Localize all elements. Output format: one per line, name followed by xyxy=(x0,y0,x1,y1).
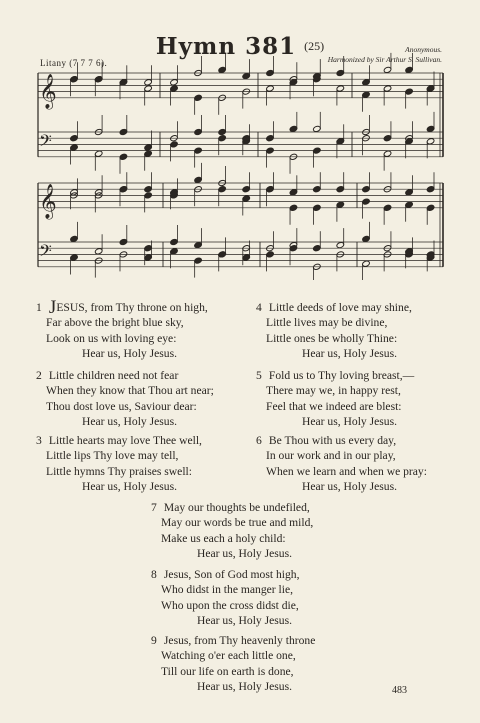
tune-meter: Litany (7 7 7 6). xyxy=(40,58,108,68)
note-head xyxy=(405,189,413,196)
note-head xyxy=(70,135,78,142)
verse-line: May our words be true and mild, xyxy=(161,516,314,530)
note-head xyxy=(336,69,344,76)
note-head xyxy=(70,144,78,151)
note-head xyxy=(94,150,102,157)
note-head xyxy=(405,201,413,208)
verse-3 xyxy=(36,433,202,494)
treble-clef-icon: 𝄞 xyxy=(39,73,57,109)
note-head xyxy=(313,245,321,252)
note-head xyxy=(242,195,250,202)
verse-line: Little lives may be divine, xyxy=(266,316,388,330)
note-head xyxy=(362,91,370,98)
note-head xyxy=(426,85,434,92)
note-head xyxy=(119,153,127,160)
hymn-label: Hymn 381 xyxy=(155,33,297,60)
note-head xyxy=(218,135,226,142)
note-head xyxy=(144,150,152,157)
note-head xyxy=(94,76,102,83)
note-head xyxy=(119,186,127,193)
note-head xyxy=(242,186,250,193)
note-head xyxy=(144,192,152,199)
note-head xyxy=(218,251,226,258)
verse-line: 4 Little deeds of love may shine, xyxy=(256,301,412,314)
verse-refrain: Hear us, Holy Jesus. xyxy=(197,613,292,627)
harmonizer: Harmonized by Sir Arthur S. Sullivan. xyxy=(327,55,442,64)
music-score xyxy=(0,0,480,280)
verse-line: 5 Fold us to Thy loving breast,— xyxy=(256,369,415,382)
verse-line: Feel that we indeed are blest: xyxy=(266,399,402,413)
verse-refrain: Hear us, Holy Jesus. xyxy=(302,414,397,428)
drop-cap: J xyxy=(48,297,57,318)
verse-refrain: Hear us, Holy Jesus. xyxy=(197,546,292,560)
note-head xyxy=(289,189,297,196)
note-head xyxy=(362,79,370,86)
note-head xyxy=(383,135,391,142)
note-head xyxy=(194,176,202,183)
verse-1 xyxy=(36,297,208,361)
note-head xyxy=(383,150,391,157)
verse-line: Who upon the cross didst die, xyxy=(161,598,299,612)
page-number: 483 xyxy=(392,685,407,696)
verse-1-line-1: ESUS, from Thy throne on high, xyxy=(56,301,208,314)
bass-clef-icon: 𝄢 xyxy=(39,240,52,265)
note-head xyxy=(119,79,127,86)
note-head xyxy=(383,66,391,73)
note-head xyxy=(313,204,321,211)
verse-line: Little ones be wholly Thine: xyxy=(266,331,398,345)
note-head xyxy=(426,138,434,145)
verse-line: Far above the bright blue sky, xyxy=(46,316,184,330)
verse-6 xyxy=(256,433,427,494)
note-head xyxy=(336,201,344,208)
note-head xyxy=(426,186,434,193)
note-head xyxy=(362,235,370,242)
note-head xyxy=(194,94,202,101)
hymn-number-paren: (25) xyxy=(304,39,325,53)
note-head xyxy=(144,186,152,193)
verse-line: There may we, in happy rest, xyxy=(266,384,401,398)
verse-refrain: Hear us, Holy Jesus. xyxy=(302,346,397,360)
note-head xyxy=(218,66,226,73)
note-head xyxy=(144,144,152,151)
verse-line: Who didst in the manger lie, xyxy=(161,583,294,597)
note-head xyxy=(362,186,370,193)
verse-line: 8 Jesus, Son of God most high, xyxy=(151,568,300,581)
note-head xyxy=(383,204,391,211)
note-head xyxy=(405,138,413,145)
note-head xyxy=(289,245,297,252)
note-head xyxy=(170,248,178,255)
note-head xyxy=(313,186,321,193)
note-head xyxy=(362,198,370,205)
note-head xyxy=(170,85,178,92)
verse-line: Look on us with loving eye: xyxy=(46,331,177,345)
note-head xyxy=(70,235,78,242)
note-head xyxy=(218,128,226,135)
note-head xyxy=(405,88,413,95)
note-head xyxy=(144,85,152,92)
note-head xyxy=(170,238,178,245)
verse-line: Little hymns Thy praises swell: xyxy=(46,464,192,478)
verse-refrain: Hear us, Holy Jesus. xyxy=(302,479,397,493)
verse-line: 3 Little hearts may love Thee well, xyxy=(36,434,202,447)
note-head xyxy=(194,257,202,264)
note-head xyxy=(194,128,202,135)
verse-line: 1 JESUS, from Thy throne on high, xyxy=(36,297,208,318)
verse-5 xyxy=(256,368,414,429)
author: Anonymous. xyxy=(405,45,442,54)
verse-line: In our work and in our play, xyxy=(266,449,396,463)
verse-line: 6 Be Thou with us every day, xyxy=(256,434,397,447)
note-head xyxy=(362,260,370,267)
verse-7 xyxy=(151,500,313,561)
verse-2 xyxy=(36,368,214,429)
verse-line: 7 May our thoughts be undefiled, xyxy=(151,501,310,514)
treble-clef-icon: 𝄞 xyxy=(39,183,57,219)
verse-line: When we learn and when we pray: xyxy=(266,464,427,478)
note-head xyxy=(266,186,274,193)
note-head xyxy=(313,147,321,154)
verse-refrain: Hear us, Holy Jesus. xyxy=(82,346,177,360)
note-head xyxy=(426,204,434,211)
note-head xyxy=(289,125,297,132)
note-head xyxy=(170,141,178,148)
note-head xyxy=(336,186,344,193)
verse-line: Make us each a holy child: xyxy=(161,531,286,545)
note-head xyxy=(144,254,152,261)
note-head xyxy=(313,125,321,132)
note-head xyxy=(242,73,250,80)
note-head xyxy=(336,138,344,145)
note-head xyxy=(242,254,250,261)
verse-refrain: Hear us, Holy Jesus. xyxy=(197,679,292,693)
verse-4 xyxy=(256,300,412,361)
note-head xyxy=(383,85,391,92)
note-head xyxy=(426,125,434,132)
note-head xyxy=(194,242,202,249)
note-head xyxy=(266,251,274,258)
verse-line: Watching o'er each little one, xyxy=(161,649,296,663)
verse-line: Little lips Thy love may tell, xyxy=(46,449,179,463)
note-head xyxy=(336,85,344,92)
note-head xyxy=(119,238,127,245)
note-head xyxy=(194,147,202,154)
verse-9 xyxy=(151,633,315,694)
note-head xyxy=(170,79,178,86)
bass-clef-icon: 𝄢 xyxy=(39,130,52,155)
note-head xyxy=(144,79,152,86)
note-head xyxy=(405,66,413,73)
note-head xyxy=(144,245,152,252)
note-head xyxy=(266,135,274,142)
note-head xyxy=(289,204,297,211)
verse-line: Thou dost love us, Saviour dear: xyxy=(46,399,197,413)
verse-line: When they know that Thou art near; xyxy=(46,384,214,398)
note-head xyxy=(266,69,274,76)
note-head xyxy=(218,186,226,193)
note-head xyxy=(266,85,274,92)
note-head xyxy=(94,248,102,255)
verse-8 xyxy=(151,567,300,628)
verse-refrain: Hear us, Holy Jesus. xyxy=(82,479,177,493)
verse-line: Till our life on earth is done, xyxy=(161,664,294,678)
verse-line: 2 Little children need not fear xyxy=(36,369,179,382)
verse-line: 9 Jesus, from Thy heavenly throne xyxy=(151,634,316,647)
note-head xyxy=(336,242,344,249)
note-head xyxy=(70,254,78,261)
note-head xyxy=(119,128,127,135)
note-head xyxy=(266,147,274,154)
staff xyxy=(38,132,443,157)
verse-refrain: Hear us, Holy Jesus. xyxy=(82,414,177,428)
note-head xyxy=(289,79,297,86)
